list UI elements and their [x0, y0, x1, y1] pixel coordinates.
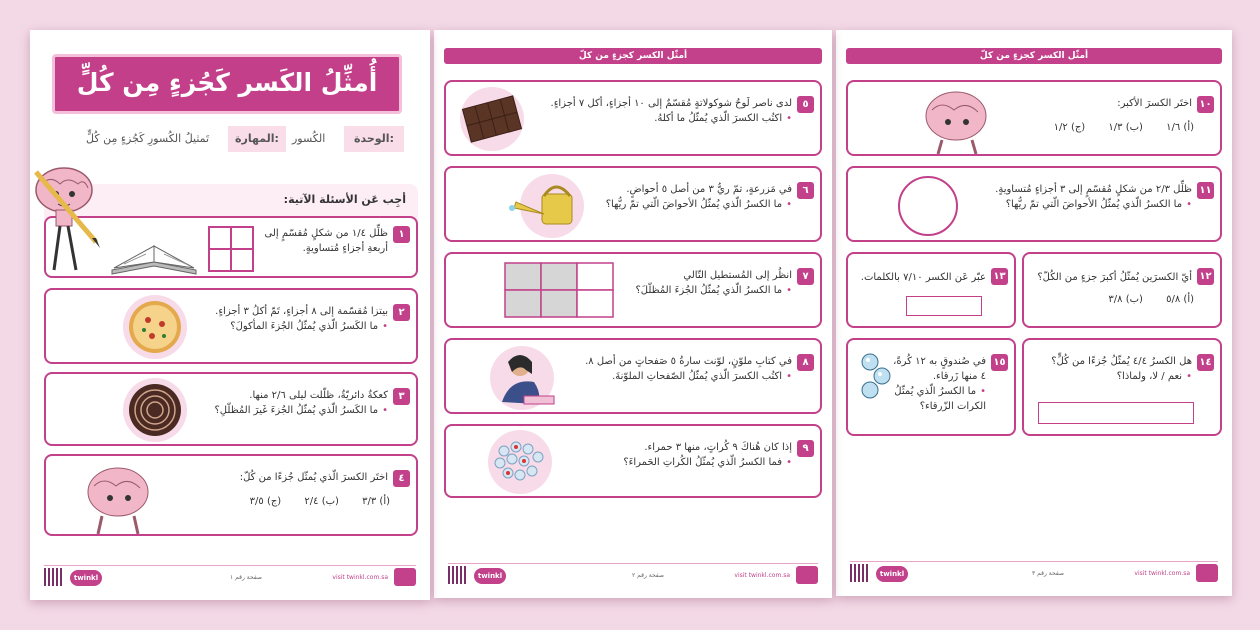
question-card-8 [444, 338, 822, 414]
watering-can-image [506, 172, 586, 240]
question-card-12 [1022, 252, 1222, 328]
question-card-10 [846, 80, 1222, 156]
question-number: ١٤ [1197, 354, 1214, 371]
site-link[interactable]: visit twinkl.com.sa [734, 572, 790, 579]
question-text: أيّ الكسرَين يُمثّلُ أكبرَ جزءٍ من الكُلّ؟ [1037, 272, 1192, 283]
option-a[interactable]: (أ) ٣/٣ [362, 496, 390, 507]
question-card-11 [846, 166, 1222, 242]
worksheet-page-3 [836, 30, 1232, 596]
question-number: ١٣ [991, 268, 1008, 285]
question-text: لدى ناصر لَوحُ شوكولاتةٍ مُقسّمٌ إلى ١٠ أجزاءٍ، أكل ٧ أجزاءٍ. • اكتُب الكسرَ الّذي يُمثّلُ ما أكلهُ. [551, 96, 792, 126]
option-a[interactable]: (أ) ٥/٨ [1166, 294, 1194, 305]
skill-value: تَمثيلُ الكُسورِ كَجُزءٍ مِن كُلٍّ [86, 132, 210, 145]
question-card-4 [44, 454, 418, 536]
answer-options [230, 496, 390, 507]
question-text: بيتزا مُقسّمة إلى ٨ أجزاءٍ، تَمّ أكلُ ٣ أجزاءٍ. • ما الكَسرُ الّذي يُمثّلُ الجُزءَ المأكولَ؟ [215, 304, 388, 334]
question-text: في كتابِ ملوّنٍ، لوّنت سارةُ ٥ صَفحاتٍ من أصل ٨. • اكتُب الكسرَ الّذي يُمثّلُ الصّفحاتِ الملوّنةَ. [585, 354, 792, 384]
brain-pencil-mascot-icon [30, 142, 100, 282]
brain-character-icon [76, 460, 156, 534]
question-text: في صُندوقٍ به ١٢ كُرةً، ٤ منها زَرقاء. • ما الكسرُ الّذي يُمثّلُ الكرات الزّرقاء؟ [893, 354, 986, 414]
question-number: ١٥ [991, 354, 1008, 371]
answer-options [1088, 294, 1194, 305]
question-card-3 [44, 372, 418, 446]
page-footer [44, 568, 416, 588]
question-number: ٥ [797, 96, 814, 113]
unit-label: الوحدة: [344, 126, 404, 152]
girl-coloring-image [480, 344, 564, 412]
question-text: ظلِّل ١/٤ من شكلٍ مُقسّمٍ إلى أربعةِ أجزاءٍ مُتساويةٍ. [264, 228, 388, 254]
question-number: ٨ [797, 354, 814, 371]
twinkl-badge-icon [394, 568, 416, 586]
twinkl-logo: twinkl [70, 570, 102, 586]
question-number: ٦ [797, 182, 814, 199]
question-text: هل الكسرُ ٤/٤ يُمثّلُ جُزءًا من كُلٍّ؟ • نعم / لا، ولماذا؟ [1051, 354, 1192, 384]
answer-box[interactable] [1038, 402, 1194, 424]
chocolate-bar-image [454, 86, 530, 152]
option-c[interactable]: (ج) ٣/٥ [249, 496, 282, 507]
twinkl-badge-icon [796, 566, 818, 584]
question-text: اختَر الكسرَ الأكبر: [1117, 98, 1192, 109]
question-card-1 [44, 216, 418, 278]
question-card-14 [1022, 338, 1222, 436]
question-card-6 [444, 166, 822, 242]
question-number: ٣ [393, 388, 410, 405]
question-number: ١١ [1197, 182, 1214, 199]
question-text: ظلِّل ٢/٣ من شكلٍ مُقسّمٍ إلى ٣ أجزاءٍ مُتساويةٍ. • ما الكسرُ الّذي يُمثّلُ الأحواضَ الّتي تمّ ريُّها؟ [995, 182, 1192, 212]
marbles-image [482, 429, 558, 495]
question-card-2 [44, 288, 418, 364]
question-card-9 [444, 424, 822, 498]
page-footer [448, 566, 818, 586]
page-header: أمثّل الكسر كجزءٍ من كلّ [846, 48, 1222, 64]
pizza-image [120, 294, 190, 360]
question-card-15 [846, 338, 1016, 436]
option-b[interactable]: (ب) ٣/٨ [1108, 294, 1143, 305]
option-a[interactable]: (أ) ١/٦ [1166, 122, 1194, 133]
site-link[interactable]: visit twinkl.com.sa [332, 574, 388, 581]
option-b[interactable]: (ب) ٢/٤ [304, 496, 339, 507]
round-cake-image [120, 377, 190, 443]
answer-box[interactable] [906, 296, 982, 316]
page-header: أمثّل الكسر كجزءٍ من كلّ [444, 48, 822, 64]
question-text: اختَر الكسرَ الّذي يُمثّل جُزءًا من كُلّ: [239, 472, 388, 483]
question-card-7 [444, 252, 822, 328]
question-text: انظُر إلى المُستطيل التّالي • ما الكسرُ الّذي يُمثّلُ الجُزءَ المُظلّلَ؟ [635, 268, 792, 298]
question-text: كعكةٌ دائريّةٌ، ظلّلت ليلى ٢/٦ منها. • ما الكَسرُ الّذي يُمثّلُ الجُزءَ غَيرَ المُظلّلِ؟ [215, 388, 389, 418]
page-number: صفحة رقم ١ [230, 574, 263, 581]
question-text: إذا كان هُناكَ ٩ كُراتٍ، منها ٣ حمراء. • فما الكسرُ الّذي يُمثّلُ الكُراتِ الحَمراءَ؟ [623, 440, 792, 470]
answer-options [1034, 122, 1194, 133]
page-number: صفحة رقم ٢ [632, 572, 665, 579]
question-card-13 [846, 252, 1016, 328]
four-part-square-shape[interactable] [208, 226, 254, 272]
worksheet-title: أُمثِّلُ الكَسر كَجُزءٍ مِن كُلٍّ [52, 54, 402, 114]
question-number: ٢ [393, 304, 410, 321]
qr-code-icon [448, 566, 466, 584]
circle-shape[interactable] [896, 174, 960, 238]
question-text: في مَزرعةٍ، تمّ ريُّ ٣ من أصل ٥ أحواضٍ. • ما الكسرُ الّذي يُمثّلُ الأحواضَ الّتي تمّ ريُّها؟ [606, 182, 792, 212]
unit-value: الكُسور [292, 132, 326, 145]
site-link[interactable]: visit twinkl.com.sa [1134, 570, 1190, 577]
blue-balls-image [856, 350, 894, 406]
question-text: عبّر عَن الكسر ٧/١٠ بالكلمات. [860, 272, 986, 283]
qr-code-icon [44, 568, 62, 586]
worksheet-page-2 [434, 30, 832, 598]
qr-code-icon [850, 564, 868, 582]
shaded-rectangle-shape [504, 262, 614, 320]
notebook-icon [108, 240, 200, 276]
twinkl-logo: twinkl [474, 568, 506, 584]
question-number: ١٠ [1197, 96, 1214, 113]
page-number: صفحة رقم ٣ [1032, 570, 1065, 577]
twinkl-logo: twinkl [876, 566, 908, 582]
question-number: ١٢ [1197, 268, 1214, 285]
question-number: ٤ [393, 470, 410, 487]
option-b[interactable]: (ب) ١/٣ [1108, 122, 1143, 133]
page-footer [850, 564, 1218, 584]
brain-character-icon [916, 86, 996, 154]
instructions-text: أجِب عَن الأسئلة الآتية: [283, 193, 406, 206]
worksheet-page-1 [30, 30, 430, 600]
question-card-5 [444, 80, 822, 156]
twinkl-badge-icon [1196, 564, 1218, 582]
question-number: ٩ [797, 440, 814, 457]
skill-label: المهارة: [228, 126, 286, 152]
question-number: ٧ [797, 268, 814, 285]
question-number: ١ [393, 226, 410, 243]
option-c[interactable]: (ج) ١/٢ [1053, 122, 1086, 133]
